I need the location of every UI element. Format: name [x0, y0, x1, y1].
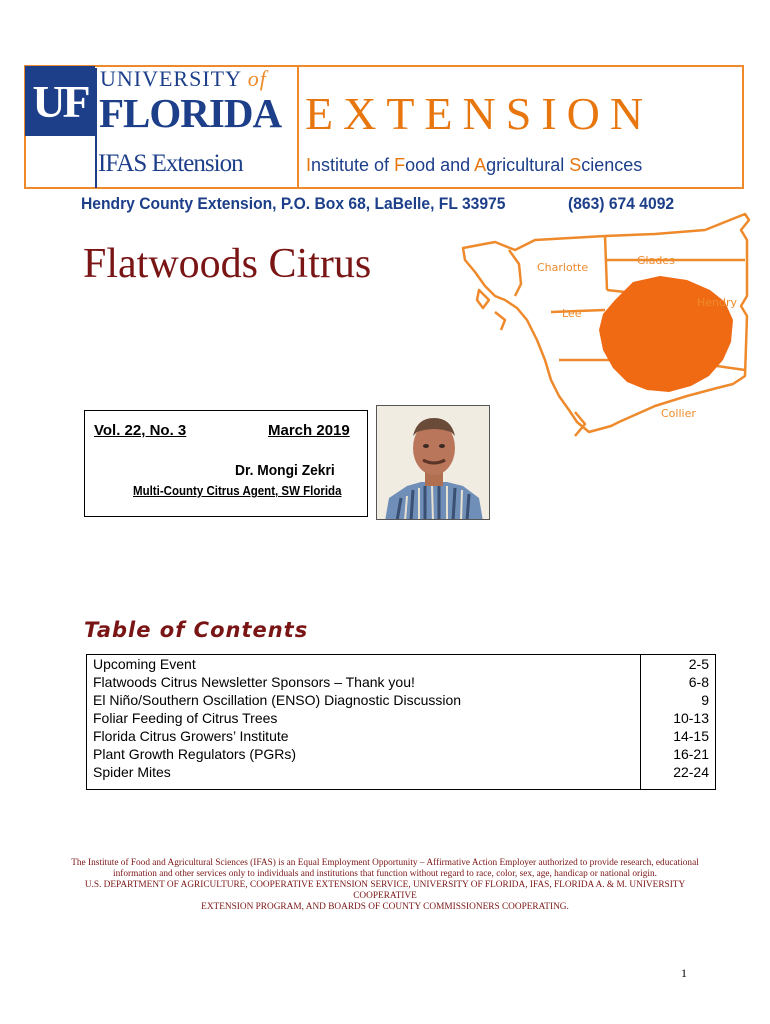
map-label-charlotte: Charlotte	[537, 261, 589, 274]
toc-row	[87, 745, 716, 763]
author-portrait	[377, 406, 490, 520]
author-title: Multi-County Citrus Agent, SW Florida	[133, 484, 342, 498]
logo-of: of	[247, 66, 267, 91]
institute-initial-f: F	[394, 155, 406, 175]
toc-title: Upcoming Event	[87, 655, 641, 674]
institute-initial-a: A	[474, 155, 487, 175]
author-name: Dr. Mongi Zekri	[235, 462, 335, 479]
header-divider	[297, 65, 299, 189]
toc-title: Spider Mites	[87, 763, 641, 790]
logo-ifas-extension: IFAS Extension	[98, 150, 243, 177]
toc-pages: 14-15	[641, 727, 716, 745]
map-label-hendry: Hendry	[697, 296, 738, 309]
map-label-lee: Lee	[562, 307, 582, 320]
toc-pages: 9	[641, 691, 716, 709]
disclaimer-line: EXTENSION PROGRAM, AND BOARDS OF COUNTY COMMISSIONERS COOPERATING.	[201, 902, 569, 912]
page-number: 1	[681, 966, 687, 980]
hendry-county-highlight	[599, 276, 733, 392]
toc-row	[87, 673, 716, 691]
institute-text-3: gricultural	[486, 155, 570, 175]
county-map	[455, 200, 755, 440]
author-photo	[376, 405, 490, 520]
institute-text-4: ciences	[581, 155, 643, 175]
issue-volume: Vol. 22, No. 3	[94, 422, 187, 439]
disclaimer-line: information and other services only to individuals and institutions that function without regard to race, color, sex, age, handicap or national origin.	[113, 869, 657, 879]
toc-pages: 10-13	[641, 709, 716, 727]
toc-title: Florida Citrus Growers’ Institute	[87, 727, 641, 745]
disclaimer-line: The Institute of Food and Agricultural Sciences (IFAS) is an Equal Employment Opportunity – Affirmative Action Employer authorized to provide research, educational	[71, 858, 699, 868]
toc-title: Flatwoods Citrus Newsletter Sponsors – Thank you!	[87, 673, 641, 691]
toc-row	[87, 655, 716, 674]
toc-pages: 22-24	[641, 763, 716, 790]
toc-table	[86, 654, 716, 790]
disclaimer-line: U.S. DEPARTMENT OF AGRICULTURE, COOPERATIVE EXTENSION SERVICE, UNIVERSITY OF FLORIDA, IFAS, FLORIDA A. & M. UNIVERSITY COOPERATIVE	[84, 880, 686, 901]
logo-university-text: UNIVERSITY	[100, 66, 242, 91]
institute-line	[306, 155, 642, 176]
phone-number: (863) 674 4092	[568, 194, 675, 213]
toc-title: Plant Growth Regulators (PGRs)	[87, 745, 641, 763]
uf-logo-mark: UF	[25, 66, 95, 136]
toc-pages: 6-8	[641, 673, 716, 691]
toc-row	[87, 727, 716, 745]
eeo-disclaimer	[60, 858, 710, 913]
logo-florida: FLORIDA	[99, 90, 282, 136]
toc-pages: 16-21	[641, 745, 716, 763]
toc-row	[87, 763, 716, 790]
issue-date: March 2019	[268, 422, 350, 439]
toc-row	[87, 691, 716, 709]
toc-title: Foliar Feeding of Citrus Trees	[87, 709, 641, 727]
map-label-glades: Glades	[637, 254, 675, 267]
address-line: Hendry County Extension, P.O. Box 68, LaBelle, FL 33975	[81, 194, 506, 213]
extension-heading: EXTENSION	[305, 88, 654, 139]
institute-text-2: ood and	[405, 155, 475, 175]
institute-initial-i: I	[306, 155, 312, 175]
institute-text-1: nstitute of	[311, 155, 395, 175]
toc-title: El Niño/Southern Oscillation (ENSO) Diagnostic Discussion	[87, 691, 641, 709]
toc-heading: Table of Contents	[84, 618, 309, 642]
map-label-collier: Collier	[661, 407, 696, 420]
logo-rule	[95, 68, 97, 188]
newsletter-title: Flatwoods Citrus	[83, 241, 372, 287]
toc-row	[87, 709, 716, 727]
toc-pages: 2-5	[641, 655, 716, 674]
institute-initial-s: S	[569, 155, 582, 175]
